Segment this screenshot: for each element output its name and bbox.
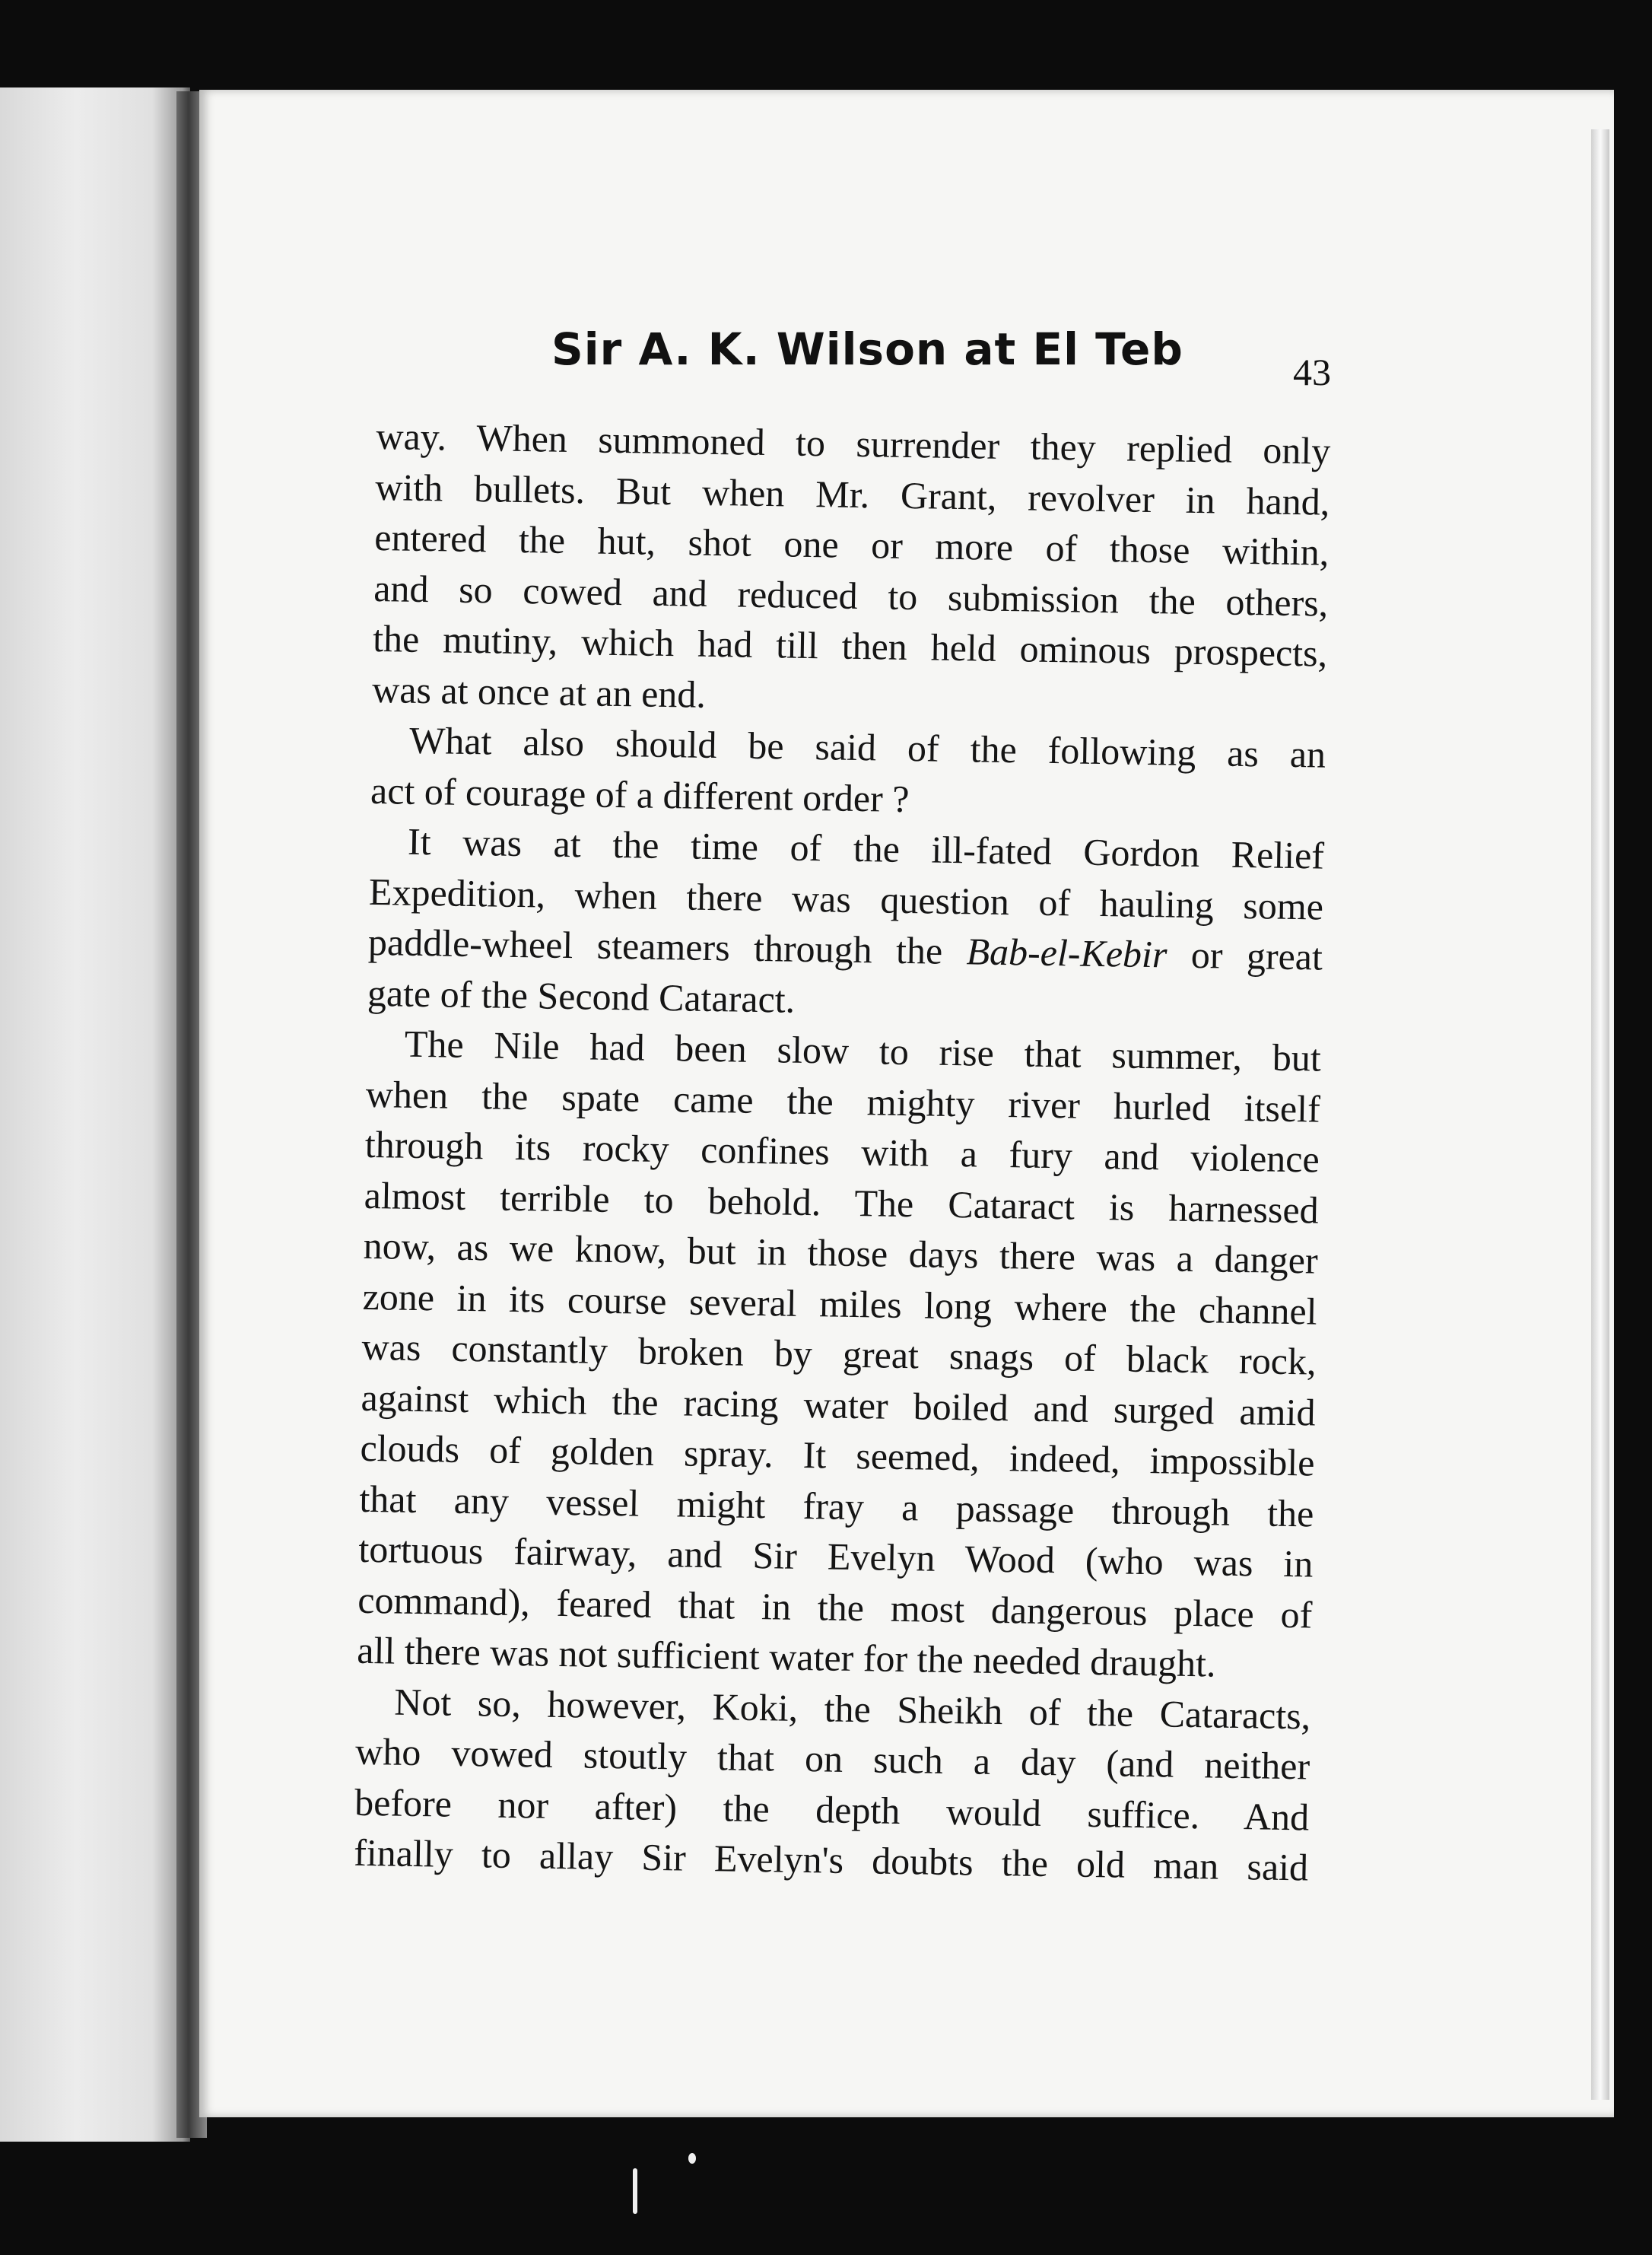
- text-line: The Nile had been slow to rise that summer, but: [404, 1022, 1322, 1080]
- body-text: [354, 411, 1331, 1893]
- paragraph-3: [367, 816, 1324, 1033]
- text-line: who vowed stoutly that on such a day (and neither: [354, 1729, 1310, 1788]
- text-line: before nor after) the depth would suffice. And: [354, 1780, 1310, 1838]
- text-line: was constantly broken by great snags of black rock,: [361, 1325, 1317, 1383]
- paragraph-4: [357, 1018, 1321, 1690]
- text-line: with bullets. But when Mr. Grant, revolver in hand,: [374, 465, 1330, 523]
- text-line: Not so, however, Koki, the Sheikh of the Cataracts,: [393, 1680, 1311, 1737]
- text-line: What also should be said of the following as an: [408, 718, 1326, 776]
- text-line: through its rocky confines with a fury and violence: [364, 1122, 1320, 1181]
- paragraph-1: [372, 411, 1331, 730]
- facing-page-edge: [0, 87, 190, 2142]
- text-line: finally to allay Sir Evelyn's doubts the old man said: [353, 1830, 1309, 1889]
- running-head: Sir A. K. Wilson at El Teb: [551, 323, 1183, 375]
- text-line: entered the hut, shot one or more of those within,: [373, 515, 1330, 574]
- text-fragment: or great: [1190, 933, 1323, 978]
- page-number: 43: [1293, 351, 1331, 393]
- text-fragment: paddle-wheel steamers through the: [367, 920, 943, 972]
- scan-speck: [688, 2153, 696, 2164]
- text-line: gate of the Second Cataract.: [367, 971, 796, 1021]
- paragraph-5: [354, 1675, 1311, 1893]
- text-line: the mutiny, which had till then held ominous prospects,: [372, 616, 1328, 675]
- text-line: when the spate came the mighty river hurled itself: [365, 1072, 1321, 1131]
- italic-place-name: Bab-el-Kebir: [966, 930, 1168, 976]
- text-line: against which the racing water boiled and surged amid: [361, 1376, 1316, 1434]
- scan-speck: [633, 2168, 637, 2214]
- text-line: It was at the time of the ill-fated Gordon Relief: [407, 819, 1325, 877]
- text-line: command), feared that in the most dangerous place of: [357, 1578, 1313, 1636]
- text-line: that any vessel might fray a passage through the: [359, 1477, 1314, 1535]
- text-line: tortuous fairway, and Sir Evelyn Wood (who was in: [358, 1527, 1314, 1585]
- text-line: and so cowed and reduced to submission the others,: [373, 566, 1329, 625]
- text-line: act of courage of a different order ?: [370, 768, 910, 820]
- text-line: almost terrible to behold. The Cataract is harnessed: [364, 1173, 1320, 1232]
- text-line: all there was not sufficient water for the needed draught.: [356, 1628, 1216, 1685]
- text-line: clouds of golden spray. It seemed, indeed, impossible: [360, 1426, 1315, 1484]
- paragraph-2: [370, 714, 1326, 831]
- text-line: now, as we know, but in those days there was a danger: [363, 1223, 1319, 1282]
- text-line: was at once at an end.: [371, 667, 707, 716]
- text-line: way. When summoned to surrender they replied only: [376, 414, 1331, 472]
- text-line: zone in its course several miles long where the channel: [362, 1274, 1318, 1333]
- page-fore-edge: [1591, 129, 1609, 2100]
- text-line: Expedition, when there was question of hauling some: [368, 870, 1324, 928]
